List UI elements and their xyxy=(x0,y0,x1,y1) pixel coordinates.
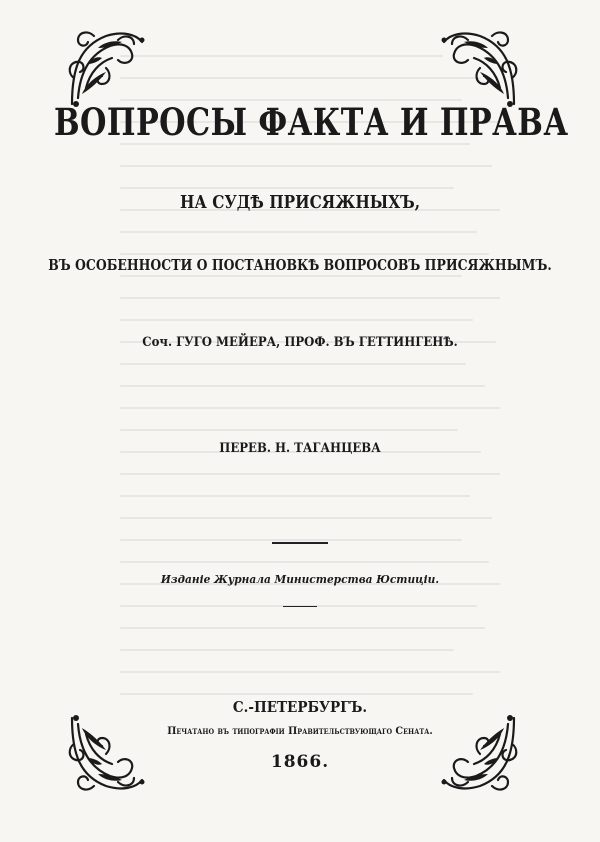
subtitle-line-1: НА СУДѢ ПРИСЯЖНЫХЪ, xyxy=(179,192,421,213)
translator-line: ПЕРЕВ. Н. ТАГАНЦЕВА xyxy=(219,441,381,456)
divider-rule xyxy=(272,542,328,544)
author-line: Соч. ГУГО МЕЙЕРА, ПРОФ. ВЪ ГЕТТИНГЕНѢ. xyxy=(142,335,458,350)
city-line: С.-ПЕТЕРБУРГЪ. xyxy=(232,698,368,716)
book-title: ВОПРОСЫ ФАКТА И ПРАВА xyxy=(54,100,569,144)
flourish-corner-icon xyxy=(438,28,520,110)
divider-rule-short xyxy=(283,606,317,607)
flourish-corner-icon xyxy=(66,28,148,110)
subtitle-line-2: ВЪ ОСОБЕННОСТИ О ПОСТАНОВКѢ ВОПРОСОВЪ ПРИСЯЖНЫМЪ. xyxy=(48,257,552,274)
year-line: 1866. xyxy=(270,752,330,772)
bleed-through-text xyxy=(120,55,500,755)
printer-line: Печатано въ типографіи Правительствующаго Сената. xyxy=(167,725,433,737)
publisher-line: Изданіе Журнала Министерства Юстиціи. xyxy=(160,572,440,586)
